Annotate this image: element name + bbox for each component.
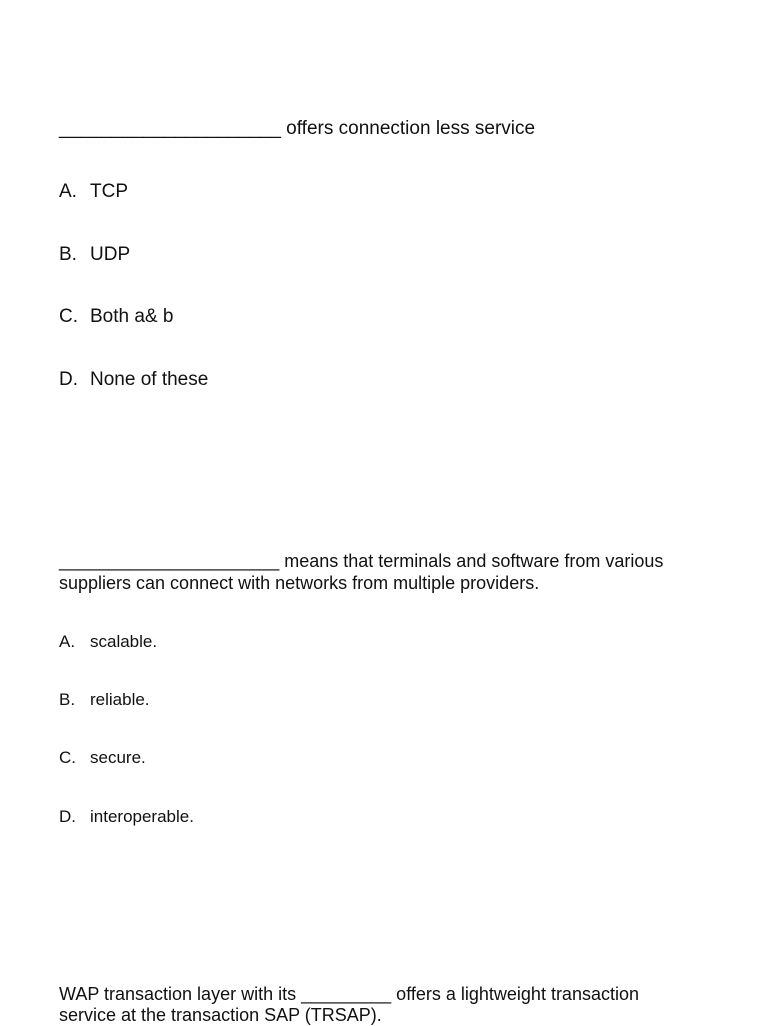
option-text: Both a& b (90, 306, 174, 327)
question-3-text-line-2: service at the transaction SAP (TRSAP). (59, 1005, 382, 1025)
option-text: reliable. (90, 690, 150, 709)
option-text: TCP (90, 181, 128, 202)
question-2-text-line-2: suppliers can connect with networks from multiple providers. (59, 573, 540, 593)
option-text: None of these (90, 369, 209, 390)
question-2-option-a (59, 631, 157, 653)
question-2-option-c (59, 747, 146, 769)
question-2-option-d (59, 806, 194, 828)
question-2-text-line-1: ______________________ means that terminals and software from various (59, 551, 664, 571)
question-1-option-d (59, 369, 208, 391)
question-1-option-a (59, 181, 128, 203)
option-letter: D. (59, 369, 78, 390)
question-1-option-b (59, 244, 130, 266)
option-text: scalable. (90, 632, 158, 651)
option-text: secure. (90, 748, 146, 767)
option-text: interoperable. (90, 807, 194, 826)
question-3-text-line-1: WAP transaction layer with its _________ offers a lightweight transaction (59, 984, 639, 1004)
option-letter: C. (59, 748, 76, 767)
question-1-text: _____________________ offers connection less service (59, 118, 536, 139)
question-2-option-b (59, 689, 150, 711)
option-letter: C. (59, 306, 78, 327)
option-letter: B. (59, 244, 77, 265)
option-letter: B. (59, 690, 76, 709)
option-letter: D. (59, 807, 76, 826)
option-letter: A. (59, 181, 77, 202)
option-text: UDP (90, 244, 131, 265)
question-1-option-c (59, 306, 173, 328)
option-letter: A. (59, 632, 76, 651)
